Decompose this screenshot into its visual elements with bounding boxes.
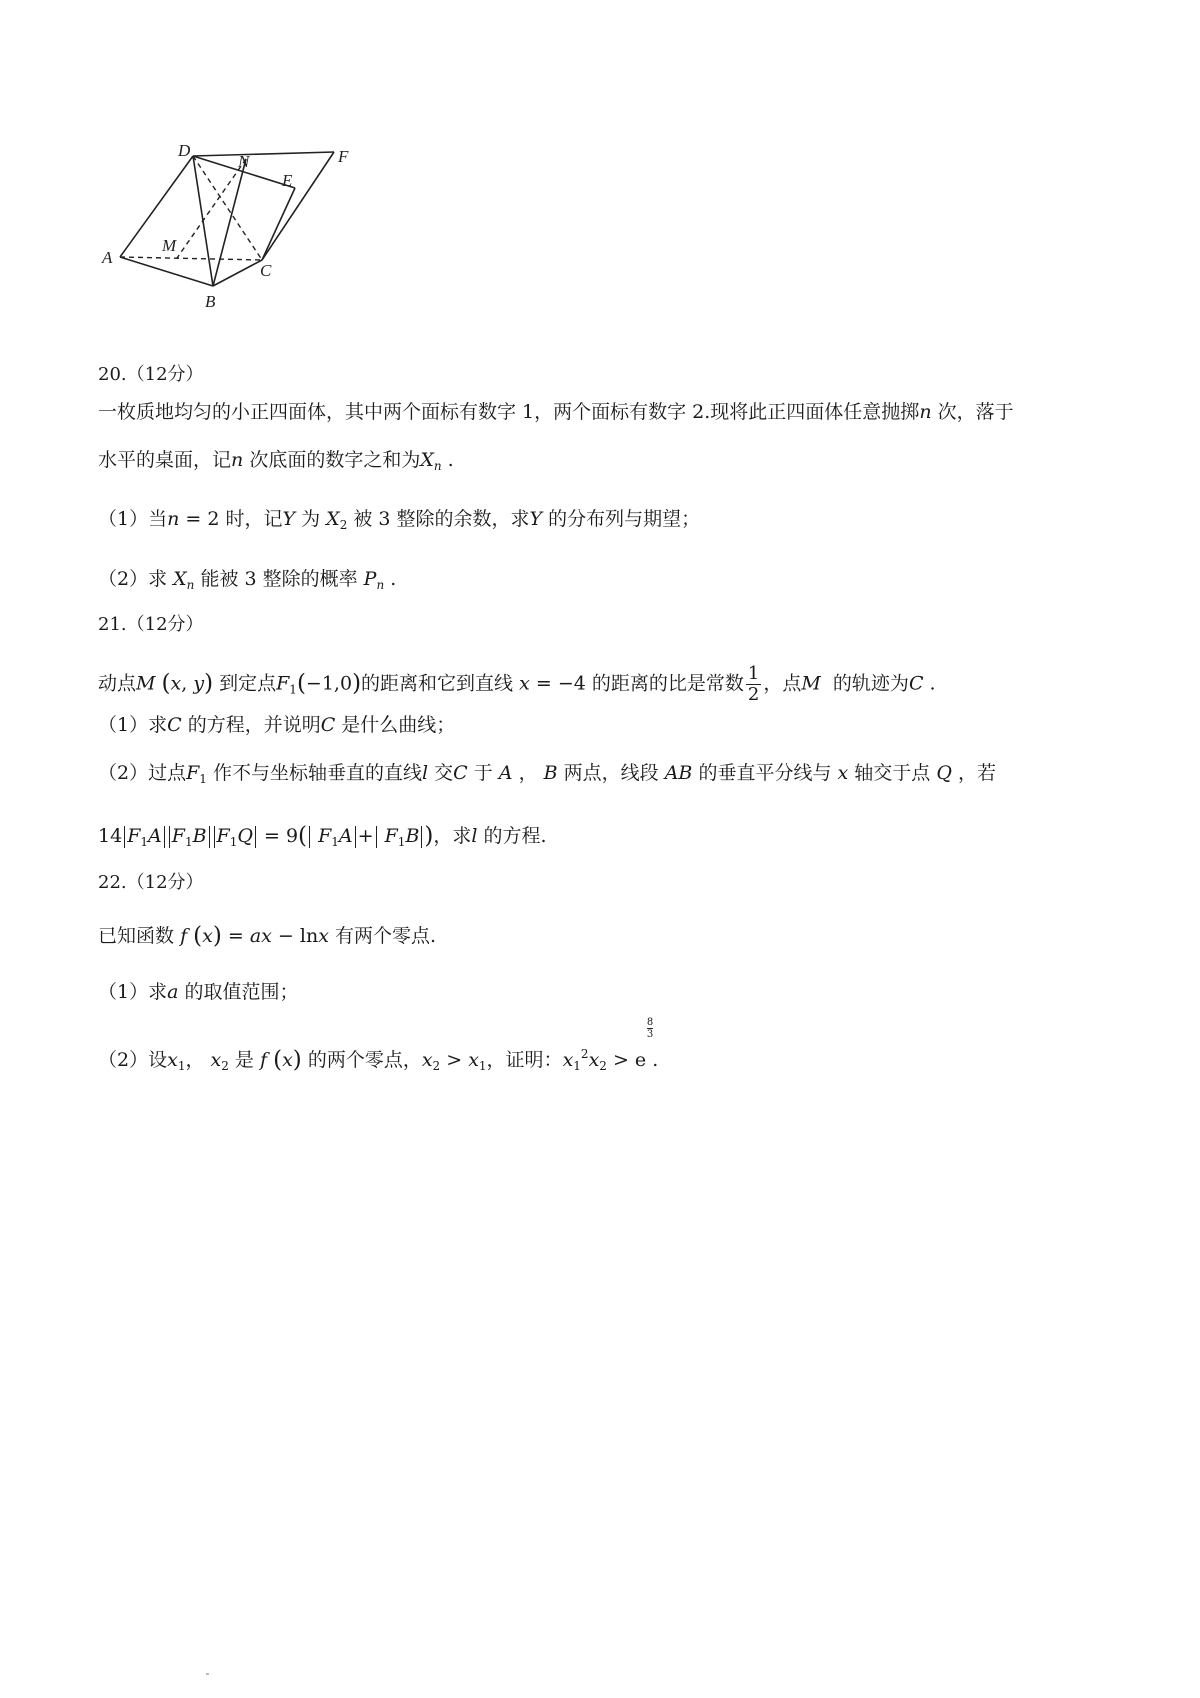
q22-heading: 22.（12分）	[98, 872, 204, 893]
q22-part2: （2）设$x_1$， $x_2$ 是 f (x) 的两个零点，$x_2 > x_1$，证明：$x_1^2x_2 > e$ 8 3 .	[98, 1017, 659, 1073]
q21-stem-text: 动点	[98, 672, 137, 695]
q21-condition: 14 $F_1A$ $F_1B$ $F_1Q = 9$( $F_1A + F_1B$ )，求l 的方程.	[98, 823, 547, 849]
q20-part1-text-2: 时，记	[225, 508, 283, 530]
q22-stem-text: 已知函数	[98, 925, 175, 947]
q21-part2-text-2: 作不与坐标轴垂直的直线	[212, 762, 422, 784]
label-e: E	[282, 171, 293, 190]
q21-heading: 21.（12分）	[98, 614, 204, 635]
q22-stem: 已知函数 f (x) = ax − lnx 有两个零点.	[98, 923, 437, 949]
q21-stem-text-4: 的距离的比是常数	[591, 672, 744, 695]
q21-part1-text-2: 的方程，并说明	[187, 714, 321, 736]
q20-part2-text: （2）求	[98, 568, 168, 590]
q21-part2-text-7: 的垂直平分线与	[698, 762, 832, 784]
q21-stem-text-3: 的距离和它到直线	[361, 672, 514, 695]
label-d: D	[178, 141, 191, 160]
q22-part2-text: （2）设	[98, 1049, 168, 1071]
q20-part1-text-3: 为	[301, 508, 321, 530]
q21-part1-text: （1）求	[98, 714, 168, 736]
q21-part2-text-9: ，若	[957, 762, 996, 784]
q20-stem-line1: 一枚质地均匀的小正四面体，其中两个面标有数字 1，两个面标有数字 2.现将此正四面体任意抛掷n 次，落于	[98, 401, 1014, 423]
label-c: C	[260, 261, 272, 280]
q21-stem-text-6: 的轨迹为	[832, 672, 909, 695]
label-f: F	[338, 147, 349, 166]
q22-part1-text: （1）求	[98, 981, 168, 1003]
q22-stem-text-2: 有两个零点.	[334, 925, 437, 947]
q22-part2-text-5: ，证明：	[486, 1049, 563, 1071]
q22-part2-text-4: 的两个零点，	[307, 1049, 422, 1071]
q21-stem-text-5: ，点	[763, 672, 802, 695]
q21-part2-text-4: 于	[473, 762, 493, 784]
q21-stem: 动点M (x, y) 到定点$F_1(-1,0)$的距离和它到直线 x = −4 的距离的比是常数 $\frac{1}{2}$ ，点M 的轨迹为C .	[98, 663, 936, 705]
q22-part1: （1）求a 的取值范围；	[98, 981, 299, 1003]
q20-part1-text: （1）当	[98, 508, 168, 530]
e-power-expression: e 8 3	[634, 1017, 654, 1071]
q21-part2-text-3: 交	[434, 762, 454, 784]
q22-part2-text-2: ，	[185, 1049, 205, 1071]
q20-stem-text-4: 次底面的数字之和为	[249, 449, 421, 471]
q21-part2: （2）过点$F_1$ 作不与坐标轴垂直的直线l 交C 于 A ， B 两点，线段 AB 的垂直平分线与 x 轴交于点 Q ，若	[98, 762, 996, 786]
label-a: A	[102, 248, 113, 267]
q21-part2-text-5: ，	[518, 762, 538, 784]
q21-part2-text-6: 两点，线段	[563, 762, 659, 784]
label-n: N	[238, 152, 250, 171]
q21-part2-text-8: 轴交于点	[854, 762, 931, 784]
q20-part1: （1）当n = 2 时，记Y 为 $X_2$ 被 3 整除的余数，求Y 的分布列与期望；	[98, 508, 701, 532]
page-mark	[206, 1673, 209, 1675]
tetrahedron-prism-figure	[102, 141, 398, 345]
q22-part2-text-3: 是	[234, 1049, 254, 1071]
q20-stem-line2: 水平的桌面，记n 次底面的数字之和为$X_n$ .	[98, 449, 454, 473]
fraction-one-half: $\frac{1}{2}$	[747, 663, 760, 705]
q20-stem-text: 一枚质地均匀的小正四面体，其中两个面标有数字 1，两个面标有数字 2.现将此正四面体任意抛掷	[98, 401, 920, 423]
q20-stem-text-2: 次，落于	[937, 401, 1014, 423]
q20-stem-text-3: 水平的桌面，记	[98, 449, 232, 471]
q20-part1-text-5: 的分布列与期望；	[548, 508, 701, 530]
q22-part1-text-2: 的取值范围；	[184, 981, 299, 1003]
label-b: B	[205, 292, 216, 311]
q20-part2-text-2: 能被 3 整除的概率	[200, 568, 358, 590]
q20-part1-text-4: 被 3 整除的余数，求	[353, 508, 530, 530]
q21-part1-text-3: 是什么曲线；	[341, 714, 456, 736]
q21-part1: （1）求C 的方程，并说明C 是什么曲线；	[98, 714, 456, 736]
q21-condition-text-2: 的方程.	[483, 825, 547, 847]
label-m: M	[162, 236, 177, 255]
q20-part2: （2）求 $X_n$ 能被 3 整除的概率 $P_n$ .	[98, 568, 397, 592]
q21-part2-text: （2）过点	[98, 762, 187, 784]
q20-heading: 20.（12分）	[98, 364, 204, 385]
q21-stem-text-2: 到定点	[219, 672, 277, 695]
q21-condition-text: ，求	[433, 825, 472, 847]
